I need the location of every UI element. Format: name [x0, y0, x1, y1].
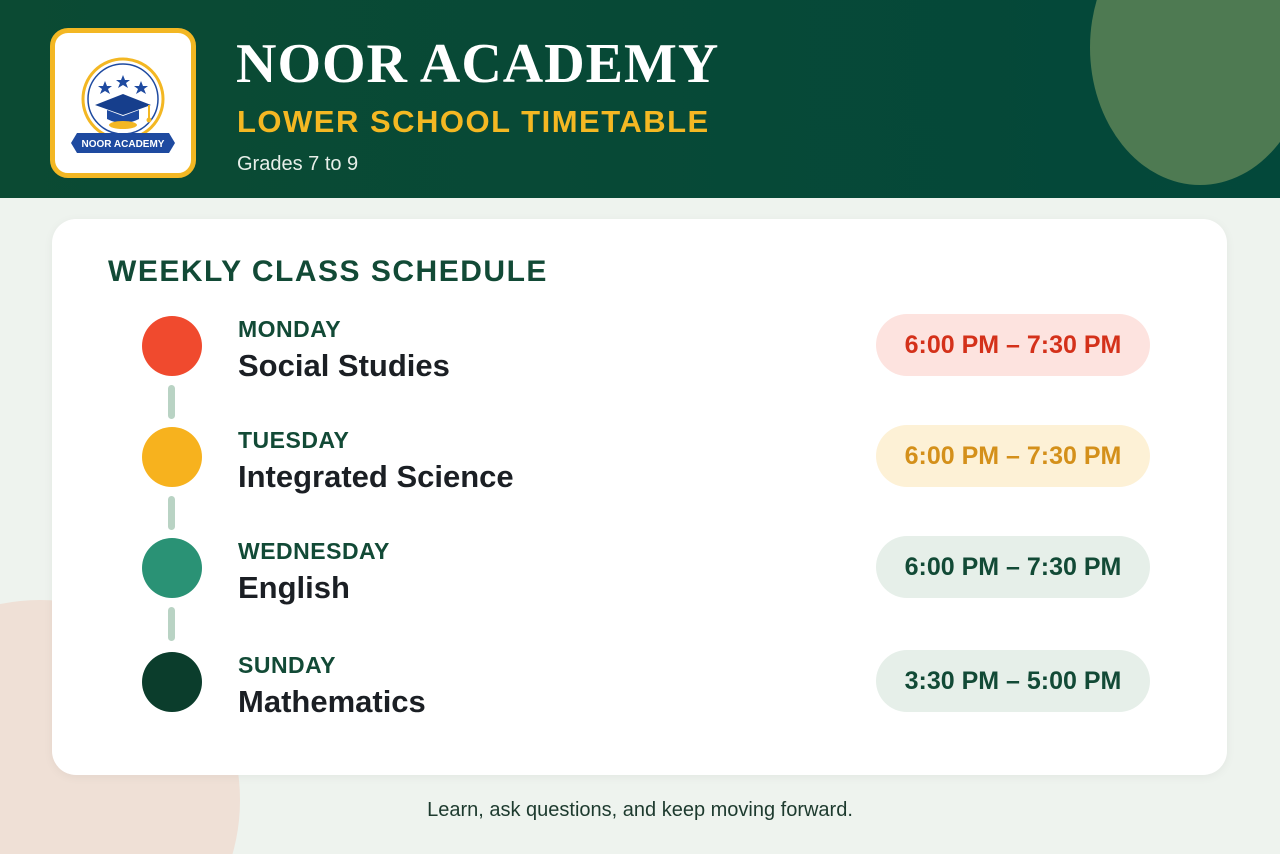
day-label: TUESDAY: [238, 427, 350, 453]
schedule-row-sunday: [52, 652, 1227, 719]
timeline-dot: [142, 538, 202, 598]
timeline-dot: [142, 316, 202, 376]
day-label: MONDAY: [238, 316, 342, 342]
timeline-connector: [168, 496, 175, 530]
schedule-row-wednesday: [52, 538, 1227, 605]
footer-tagline: Learn, ask questions, and keep moving forward.: [427, 799, 853, 821]
subject-label: Social Studies: [238, 348, 450, 383]
time-pill: 6:00 PM – 7:30 PM: [876, 536, 1150, 598]
day-label: WEDNESDAY: [238, 538, 390, 564]
page-title: NOOR ACADEMY: [236, 33, 720, 95]
timeline-connector: [168, 607, 175, 641]
timeline-dot: [142, 652, 202, 712]
subject-label: English: [238, 570, 350, 605]
schedule-row-monday: [52, 316, 1227, 383]
schedule-card: [52, 219, 1227, 775]
schedule-row-tuesday: [52, 427, 1227, 494]
subject-label: Mathematics: [238, 684, 426, 719]
header-decor-circle: [1090, 0, 1280, 185]
timeline-dot: [142, 427, 202, 487]
timeline-connector: [168, 385, 175, 419]
academy-logo: [50, 28, 196, 178]
graduation-cap-crest-icon: [65, 47, 181, 159]
schedule-heading: WEEKLY CLASS SCHEDULE: [108, 255, 548, 288]
logo-banner-text: NOOR ACADEMY: [81, 139, 165, 150]
time-pill: 6:00 PM – 7:30 PM: [876, 425, 1150, 487]
day-label: SUNDAY: [238, 652, 337, 678]
grades-label: Grades 7 to 9: [237, 153, 359, 175]
page-subtitle: LOWER SCHOOL TIMETABLE: [237, 104, 710, 139]
time-pill: 6:00 PM – 7:30 PM: [876, 314, 1150, 376]
time-pill: 3:30 PM – 5:00 PM: [876, 650, 1150, 712]
subject-label: Integrated Science: [238, 459, 514, 494]
